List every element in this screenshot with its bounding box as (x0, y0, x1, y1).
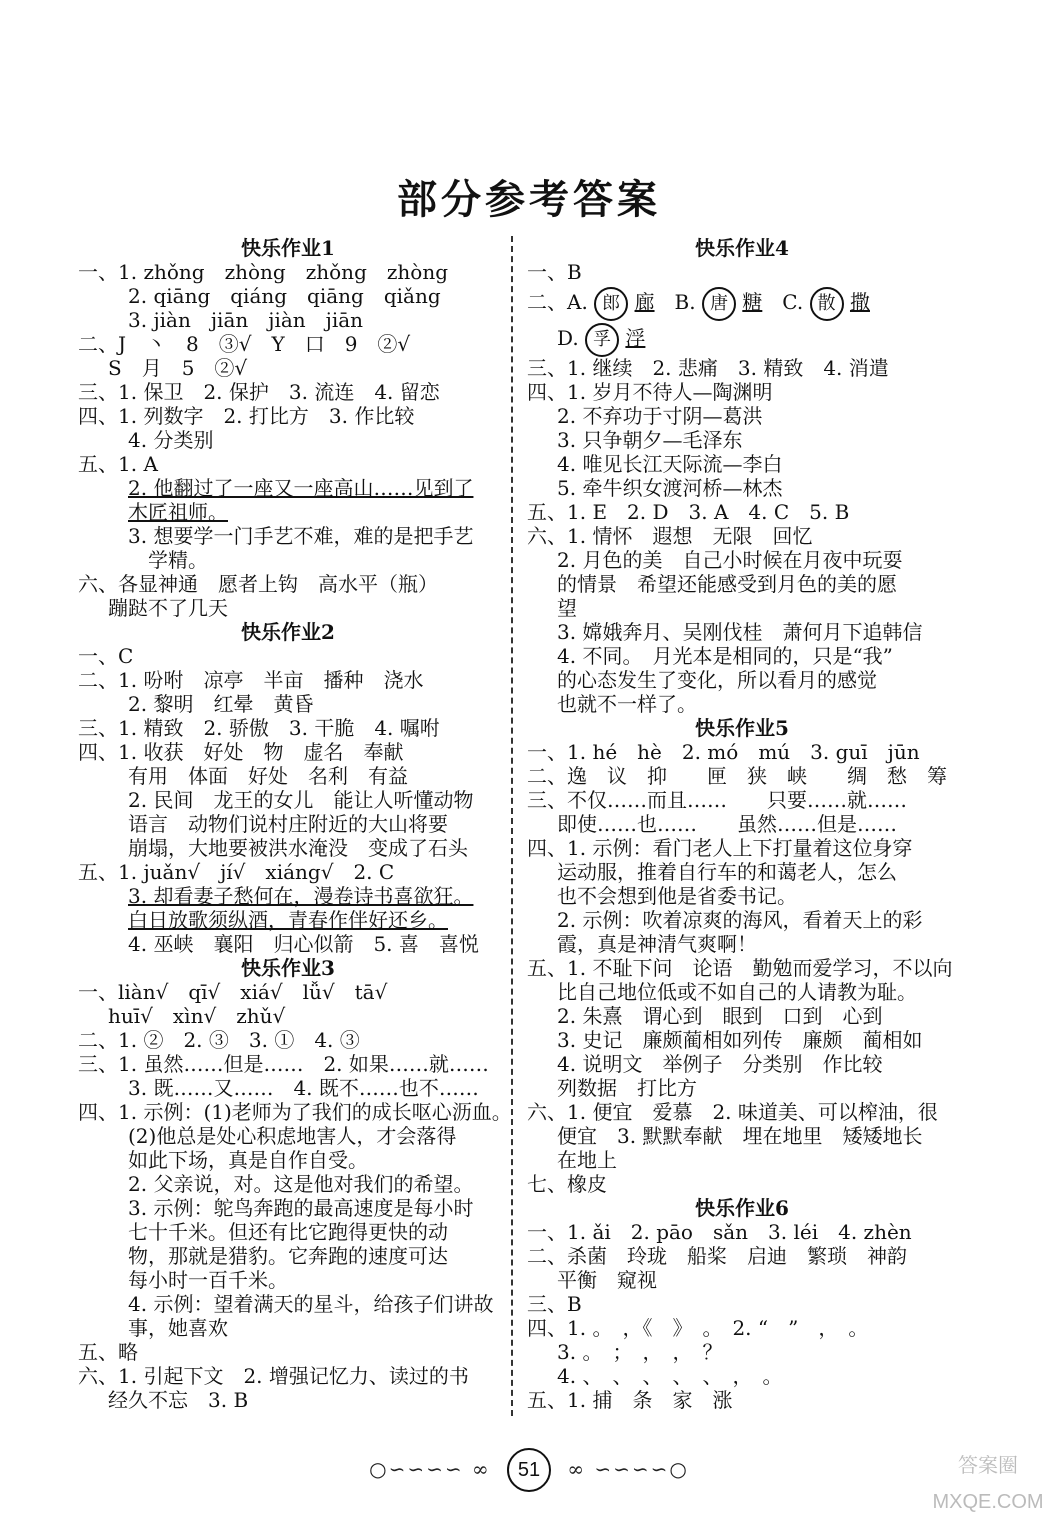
answer-line: 平衡 窥视 (557, 1268, 657, 1292)
circled-char: 孚 (585, 323, 619, 357)
answer-line: 的情景 希望还能感受到月色的美的愿 (557, 572, 897, 596)
section-heading: 快乐作业5 (695, 716, 789, 740)
answer-line: 一、liàn√ qī√ xiá√ lǚ√ tā√ (78, 980, 388, 1004)
answer-line: 二、逸 议 抑 匣 狭 峡 绸 愁 筹 (527, 764, 947, 788)
answer-line: 四、1. 列数字 2. 打比方 3. 作比较 (78, 404, 415, 428)
answer-line: 六、各显神通 愿者上钩 高水平（瓶） (78, 572, 438, 596)
answer-line: 列数据 打比方 (557, 1076, 697, 1100)
answer-line: 望 (557, 596, 577, 620)
answer-line: 3. 想要学一门手艺不难，难的是把手艺 (128, 524, 474, 548)
answer-line: 霞，真是神清气爽啊！ (557, 932, 757, 956)
ornament-right-icon: ∞ ∽∽∽∽○ (567, 1457, 689, 1481)
answer-line: 五、1. A (78, 452, 158, 476)
answer-line: 二、1. 吩咐 凉亭 半亩 播种 浇水 (78, 668, 424, 692)
page-footer (0, 1448, 1058, 1492)
answer-line: 四、1. 示例：看门老人上下打量着这位身穿 (527, 836, 913, 860)
answer-line: 一、1. ǎi 2. pāo sǎn 3. léi 4. zhèn (527, 1220, 912, 1244)
answer-line: 六、1. 引起下文 2. 增强记忆力、读过的书 (78, 1364, 469, 1388)
answer-line: 二、A. 郎 廊 B. 唐 糖 C. 散 撒 (527, 284, 957, 320)
answer-line: 四、1. 收获 好处 物 虚名 奉献 (78, 740, 404, 764)
answer-line: 3. 既……又…… 4. 既不……也不…… (128, 1076, 479, 1100)
answer-line: 4. 不同。 月光本是相同的，只是“我” (557, 644, 893, 668)
answer-line: 事，她喜欢 (128, 1316, 228, 1340)
answer-line: 二、1. ② 2. ③ 3. ① 4. ③ (78, 1028, 360, 1052)
answer-line: 4. 示例：望着满天的星斗，给孩子们讲故 (128, 1292, 494, 1316)
answer-line: 蹦跶不了几天 (108, 596, 228, 620)
answer-line: 一、C (78, 644, 134, 668)
answer-line: 2. qiāng qiáng qiāng qiǎng (128, 284, 441, 308)
answer-line: 也不会想到他是省委书记。 (557, 884, 797, 908)
answer-line: 五、1. 不耻下问 论语 勤勉而爱学习，不以向 (527, 956, 953, 980)
answer-line: 2. 黎明 红晕 黄昏 (128, 692, 314, 716)
answer-line: 2. 月色的美 自己小时候在月夜中玩耍 (557, 548, 903, 572)
answer-line: 三、不仅……而且…… 只要……就…… (527, 788, 907, 812)
section-heading: 快乐作业3 (241, 956, 335, 980)
answer-line: 六、1. 便宜 爱慕 2. 味道美、可以榨油，很 (527, 1100, 938, 1124)
answer-line: 六、1. 情怀 遐想 无限 回忆 (527, 524, 813, 548)
answer-line: 三、1. 继续 2. 悲痛 3. 精致 4. 消遣 (527, 356, 889, 380)
circled-char: 散 (810, 287, 844, 321)
answer-line: 3. 嫦娥奔月、吴刚伐桂 萧何月下追韩信 (557, 620, 923, 644)
page-title: 部分参考答案 (397, 176, 661, 223)
answer-line: 白日放歌须纵酒，青春作伴好还乡。 (128, 908, 448, 932)
answer-line: 3. 却看妻子愁何在，漫卷诗书喜欲狂。 (128, 884, 474, 908)
section-heading: 快乐作业2 (241, 620, 335, 644)
answer-line: 一、B (527, 260, 582, 284)
answer-line: (2)他总是处心积虑地害人，才会落得 (128, 1124, 457, 1148)
answer-line: 2. 他翻过了一座又一座高山……见到了 (128, 476, 474, 500)
answer-line: 一、1. zhǒng zhòng zhǒng zhòng (78, 260, 449, 284)
answer-line: 三、1. 精致 2. 骄傲 3. 干脆 4. 嘱咐 (78, 716, 440, 740)
answer-line: 3. 只争朝夕—毛泽东 (557, 428, 743, 452)
answer-line: 每小时一百千米。 (128, 1268, 288, 1292)
answer-line: 五、1. E 2. D 3. A 4. C 5. B (527, 500, 850, 524)
section-heading: 快乐作业6 (695, 1196, 789, 1220)
answer-line: 2. 示例：吹着凉爽的海风，看着天上的彩 (557, 908, 923, 932)
answer-line: 运动服，推着自行车的和蔼老人，怎么 (557, 860, 897, 884)
left-answer-column (78, 236, 512, 1412)
section-heading: 快乐作业1 (241, 236, 335, 260)
answer-line: 3. 示例：鸵鸟奔跑的最高速度是每小时 (128, 1196, 474, 1220)
column-divider (511, 236, 513, 1416)
circled-char: 唐 (702, 287, 736, 321)
answer-line: 二、J 丶 8 ③√ Y 口 9 ②√ (78, 332, 411, 356)
page-number: 51 (507, 1448, 551, 1492)
answer-line: 一、1. hé hè 2. mó mú 3. guī jūn (527, 740, 920, 764)
answer-line: 四、1. 岁月不待人—陶渊明 (527, 380, 773, 404)
circled-char: 郎 (594, 287, 628, 321)
answer-line: 三、B (527, 1292, 582, 1316)
answer-line: 五、1. juǎn√ jí√ xiáng√ 2. C (78, 860, 395, 884)
answer-line: 经久不忘 3. B (108, 1388, 249, 1412)
answer-line: 3. 。 ； ， ， ？ (557, 1340, 723, 1364)
answer-line: 的心态发生了变化，所以看月的感觉 (557, 668, 877, 692)
answer-line: 4. 说明文 举例子 分类别 作比较 (557, 1052, 883, 1076)
answer-line: 五、略 (78, 1340, 138, 1364)
answer-line: huī√ xìn√ zhǔ√ (108, 1004, 286, 1028)
watermark-logo: 答案圈 MXQE.COM (932, 1455, 1044, 1513)
answer-line: 七十千米。但还有比它跑得更快的动 (128, 1220, 448, 1244)
answer-line: 便宜 3. 默默奉献 埋在地里 矮矮地长 (557, 1124, 923, 1148)
answer-line: 2. 父亲说，对。这是他对我们的希望。 (128, 1172, 474, 1196)
answer-line: 4. 分类别 (128, 428, 214, 452)
answer-line: 5. 牵牛织女渡河桥—林杰 (557, 476, 783, 500)
answer-line: 五、1. 捕 条 家 涨 (527, 1388, 733, 1412)
section-heading: 快乐作业4 (695, 236, 789, 260)
answer-line: 3. 史记 廉颇蔺相如列传 廉颇 蔺相如 (557, 1028, 923, 1052)
answer-line: 即使……也…… 虽然……但是…… (557, 812, 897, 836)
answer-line: 三、1. 保卫 2. 保护 3. 流连 4. 留恋 (78, 380, 440, 404)
answer-line: 也就不一样了。 (557, 692, 697, 716)
answer-line: 学精。 (128, 548, 208, 572)
answer-line: 有用 体面 好处 名利 有益 (128, 764, 408, 788)
answer-line: 物，那就是猎豹。它奔跑的速度可达 (128, 1244, 448, 1268)
ornament-left-icon: ○∽∽∽∽ ∞ (369, 1457, 491, 1481)
answer-line: 4. 、 、 、 、 、 ， 。 (557, 1364, 783, 1388)
answer-line: 四、1. 示例：(1)老师为了我们的成长呕心沥血。 (78, 1100, 512, 1124)
answer-line: 在地上 (557, 1148, 617, 1172)
answer-line: 3. jiàn jiān jiàn jiān (128, 308, 364, 332)
answer-line: 七、橡皮 (527, 1172, 607, 1196)
answer-line: 四、1. 。 ，《 》 。 2. “ ” ， 。 (527, 1316, 869, 1340)
answer-line: 2. 朱熹 谓心到 眼到 口到 心到 (557, 1004, 883, 1028)
answer-line: 4. 巫峡 襄阳 归心似箭 5. 喜 喜悦 (128, 932, 479, 956)
answer-line: D. 孚 浮 (527, 320, 957, 356)
answer-line: 木匠祖师。 (128, 500, 228, 524)
answer-line: S 月 5 ②√ (108, 356, 248, 380)
answer-line: 比自己地位低或不如自己的人请教为耻。 (557, 980, 917, 1004)
answer-line: 2. 民间 龙王的女儿 能让人听懂动物 (128, 788, 474, 812)
answer-line: 三、1. 虽然……但是…… 2. 如果……就…… (78, 1052, 489, 1076)
answer-line: 4. 唯见长江天际流—李白 (557, 452, 783, 476)
right-answer-column (527, 236, 957, 1412)
answer-line: 二、杀菌 玲珑 船桨 启迪 繁琐 神韵 (527, 1244, 907, 1268)
answer-line: 崩塌，大地要被洪水淹没 变成了石头 (128, 836, 468, 860)
answer-line: 2. 不弃功于寸阴—葛洪 (557, 404, 763, 428)
answer-line: 如此下场，真是自作自受。 (128, 1148, 368, 1172)
answer-line: 语言 动物们说村庄附近的大山将要 (128, 812, 448, 836)
